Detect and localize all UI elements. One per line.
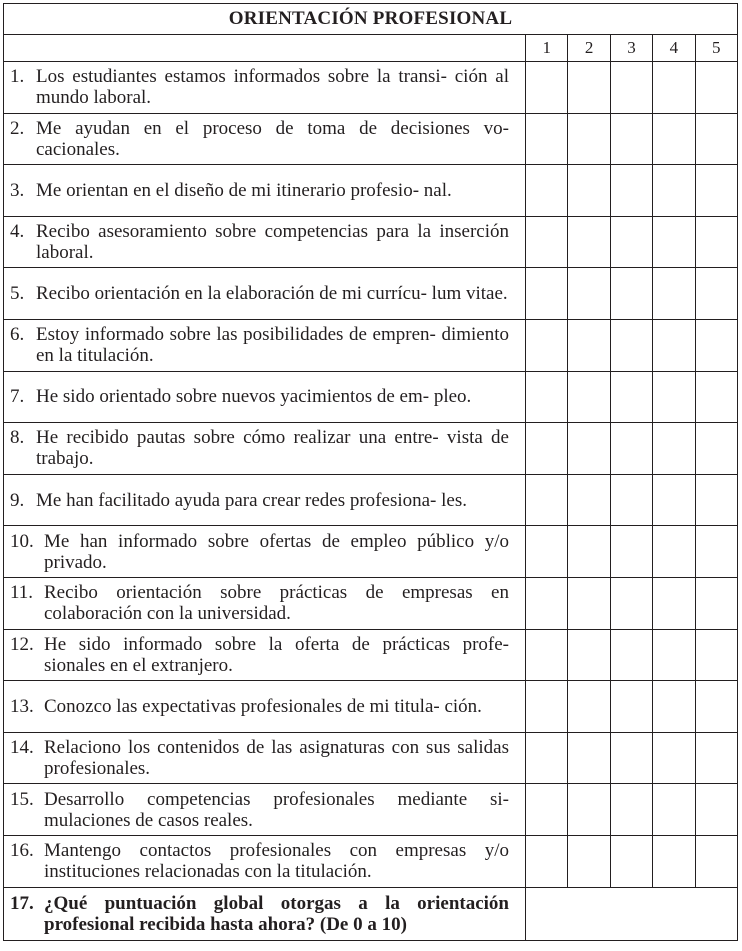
scale-label-1: 1: [526, 35, 568, 62]
table-row: [4, 371, 738, 423]
table-title-row: [4, 4, 738, 35]
item-label: Conozco las expectativas profesionales de mi titula- ción.: [44, 695, 482, 717]
table-row: [4, 62, 738, 114]
rating-cell-1[interactable]: [526, 835, 568, 887]
item-number: 12.: [10, 633, 34, 655]
rating-cell-2[interactable]: [568, 474, 610, 526]
item-number: 14.: [10, 737, 34, 759]
item-number: 5.: [10, 283, 25, 305]
item-number: 15.: [10, 788, 34, 810]
table-row: [4, 474, 738, 526]
item-text-cell: [4, 113, 526, 165]
item-label: He sido informado sobre la oferta de prácticas profe- sionales en el extranjero.: [44, 633, 509, 676]
rating-cell-4[interactable]: [653, 268, 695, 320]
rating-cell-2[interactable]: [568, 216, 610, 268]
rating-cell-5[interactable]: [695, 629, 737, 681]
item-text-cell: [4, 268, 526, 320]
item-label: Los estudiantes estamos informados sobre la transi- ción al mundo laboral.: [36, 66, 509, 109]
rating-cell-3[interactable]: [610, 474, 652, 526]
item-text-cell: [4, 681, 526, 733]
item-label: Me han facilitado ayuda para crear redes profesiona- les.: [36, 489, 467, 511]
item-number: 16.: [10, 840, 34, 862]
rating-cell-5[interactable]: [695, 784, 737, 836]
item-label: Me orientan en el diseño de mi itinerario profesio- nal.: [36, 179, 452, 201]
rating-cell-1[interactable]: [526, 629, 568, 681]
rating-cell-2[interactable]: [568, 732, 610, 784]
table-row: [4, 835, 738, 887]
rating-cell-2[interactable]: [568, 268, 610, 320]
rating-cell-1[interactable]: [526, 784, 568, 836]
item-label: Recibo orientación sobre prácticas de empresas en colaboración con la universidad.: [44, 582, 509, 625]
rating-cell-4[interactable]: [653, 629, 695, 681]
item-text-cell: [4, 62, 526, 114]
rating-cell-3[interactable]: [610, 681, 652, 733]
rating-cell-3[interactable]: [610, 423, 652, 475]
rating-cell-2[interactable]: [568, 62, 610, 114]
rating-cell-3[interactable]: [610, 732, 652, 784]
table-row: [4, 577, 738, 629]
rating-cell-4[interactable]: [653, 423, 695, 475]
rating-cell-3[interactable]: [610, 371, 652, 423]
rating-cell-3[interactable]: [610, 577, 652, 629]
rating-cell-4[interactable]: [653, 474, 695, 526]
item-label: Relaciono los contenidos de las asignaturas con sus salidas profesionales.: [44, 737, 509, 780]
rating-cell-3[interactable]: [610, 629, 652, 681]
table-row: [4, 732, 738, 784]
rating-cell-5[interactable]: [695, 165, 737, 217]
scale-label-2: 2: [568, 35, 610, 62]
rating-cell-5[interactable]: [695, 835, 737, 887]
rating-cell-1[interactable]: [526, 732, 568, 784]
rating-cell-3[interactable]: [610, 784, 652, 836]
rating-cell-4[interactable]: [653, 216, 695, 268]
item-number: 11.: [10, 582, 34, 604]
item-text-cell: [4, 526, 526, 578]
rating-cell-1[interactable]: [526, 165, 568, 217]
table-row: [4, 268, 738, 320]
rating-cell-5[interactable]: [695, 526, 737, 578]
final-question-row: [4, 887, 738, 940]
rating-cell-3[interactable]: [610, 526, 652, 578]
item-text-cell: [4, 371, 526, 423]
table-row: [4, 319, 738, 371]
item-label: Desarrollo competencias profesionales mediante si- mulaciones de casos reales.: [44, 788, 509, 831]
item-number: 3.: [10, 179, 25, 201]
final-score-cell[interactable]: [526, 887, 738, 940]
item-number: 13.: [10, 695, 34, 717]
table-row: [4, 113, 738, 165]
rating-cell-1[interactable]: [526, 577, 568, 629]
rating-cell-4[interactable]: [653, 371, 695, 423]
rating-cell-4[interactable]: [653, 577, 695, 629]
rating-cell-3[interactable]: [610, 319, 652, 371]
scale-header-blank: [4, 35, 526, 62]
rating-cell-4[interactable]: [653, 784, 695, 836]
item-label: Recibo asesoramiento sobre competencias para la inserción laboral.: [36, 221, 509, 264]
table-row: [4, 423, 738, 475]
rating-cell-3[interactable]: [610, 268, 652, 320]
rating-cell-1[interactable]: [526, 113, 568, 165]
rating-cell-2[interactable]: [568, 784, 610, 836]
item-label: Mantengo contactos profesionales con empresas y/o instituciones relacionadas con la titulación.: [44, 840, 509, 883]
item-label: Me ayudan en el proceso de toma de decisiones vo- cacionales.: [36, 117, 509, 160]
rating-cell-1[interactable]: [526, 474, 568, 526]
item-label: He sido orientado sobre nuevos yacimientos de em- pleo.: [36, 386, 472, 408]
scale-label-5: 5: [695, 35, 737, 62]
rating-cell-5[interactable]: [695, 474, 737, 526]
rating-cell-5[interactable]: [695, 423, 737, 475]
table-row: [4, 629, 738, 681]
item-label: Estoy informado sobre las posibilidades de empren- dimiento en la titulación.: [36, 324, 509, 367]
item-text-cell: [4, 216, 526, 268]
rating-cell-4[interactable]: [653, 62, 695, 114]
rating-cell-5[interactable]: [695, 216, 737, 268]
rating-cell-2[interactable]: [568, 526, 610, 578]
table-title: ORIENTACIÓN PROFESIONAL: [4, 4, 738, 35]
rating-cell-4[interactable]: [653, 835, 695, 887]
item-number: 8.: [10, 427, 25, 449]
rating-cell-3[interactable]: [610, 165, 652, 217]
final-question-number: 17.: [10, 892, 34, 914]
rating-cell-3[interactable]: [610, 62, 652, 114]
item-text-cell: [4, 423, 526, 475]
rating-cell-5[interactable]: [695, 681, 737, 733]
rating-cell-5[interactable]: [695, 113, 737, 165]
rating-cell-5[interactable]: [695, 371, 737, 423]
rating-cell-1[interactable]: [526, 216, 568, 268]
scale-label-3: 3: [610, 35, 652, 62]
table-row: [4, 681, 738, 733]
item-text-cell: [4, 474, 526, 526]
items-body: [4, 62, 738, 888]
rating-cell-2[interactable]: [568, 629, 610, 681]
rating-cell-4[interactable]: [653, 113, 695, 165]
rating-cell-2[interactable]: [568, 835, 610, 887]
rating-cell-5[interactable]: [695, 577, 737, 629]
item-number: 10.: [10, 530, 34, 552]
table-row: [4, 526, 738, 578]
item-text-cell: [4, 165, 526, 217]
scale-label-4: 4: [653, 35, 695, 62]
rating-cell-2[interactable]: [568, 165, 610, 217]
table-row: [4, 165, 738, 217]
item-number: 4.: [10, 221, 25, 243]
item-label: Recibo orientación en la elaboración de mi currícu- lum vitae.: [36, 283, 508, 305]
item-text-cell: [4, 784, 526, 836]
item-text-cell: [4, 835, 526, 887]
rating-cell-1[interactable]: [526, 62, 568, 114]
rating-cell-2[interactable]: [568, 681, 610, 733]
table-row: [4, 784, 738, 836]
rating-cell-5[interactable]: [695, 319, 737, 371]
item-number: 6.: [10, 324, 25, 346]
item-label: He recibido pautas sobre cómo realizar una entre- vista de trabajo.: [36, 427, 509, 470]
rating-cell-2[interactable]: [568, 577, 610, 629]
rating-cell-2[interactable]: [568, 113, 610, 165]
rating-cell-1[interactable]: [526, 423, 568, 475]
rating-cell-3[interactable]: [610, 835, 652, 887]
rating-cell-4[interactable]: [653, 526, 695, 578]
rating-cell-1[interactable]: [526, 268, 568, 320]
item-text-cell: [4, 629, 526, 681]
rating-cell-5[interactable]: [695, 62, 737, 114]
item-text-cell: [4, 732, 526, 784]
rating-cell-3[interactable]: [610, 216, 652, 268]
item-number: 1.: [10, 66, 25, 88]
item-number: 7.: [10, 386, 25, 408]
rating-cell-4[interactable]: [653, 165, 695, 217]
scale-header-row: [4, 35, 738, 62]
survey-table: [3, 3, 738, 941]
table-row: [4, 216, 738, 268]
item-text-cell: [4, 577, 526, 629]
rating-cell-3[interactable]: [610, 113, 652, 165]
rating-cell-1[interactable]: [526, 526, 568, 578]
rating-cell-4[interactable]: [653, 681, 695, 733]
rating-cell-1[interactable]: [526, 681, 568, 733]
rating-cell-4[interactable]: [653, 319, 695, 371]
rating-cell-5[interactable]: [695, 268, 737, 320]
final-question-label: ¿Qué puntuación global otorgas a la orientación profesional recibida hasta ahora? (De 0 a 10): [44, 892, 509, 935]
rating-cell-2[interactable]: [568, 423, 610, 475]
rating-cell-1[interactable]: [526, 319, 568, 371]
rating-cell-5[interactable]: [695, 732, 737, 784]
item-number: 9.: [10, 489, 25, 511]
rating-cell-1[interactable]: [526, 371, 568, 423]
rating-cell-2[interactable]: [568, 319, 610, 371]
rating-cell-4[interactable]: [653, 732, 695, 784]
rating-cell-2[interactable]: [568, 371, 610, 423]
item-label: Me han informado sobre ofertas de empleo público y/o privado.: [44, 530, 509, 573]
item-text-cell: [4, 319, 526, 371]
final-question-text: [4, 887, 526, 940]
item-number: 2.: [10, 117, 25, 139]
